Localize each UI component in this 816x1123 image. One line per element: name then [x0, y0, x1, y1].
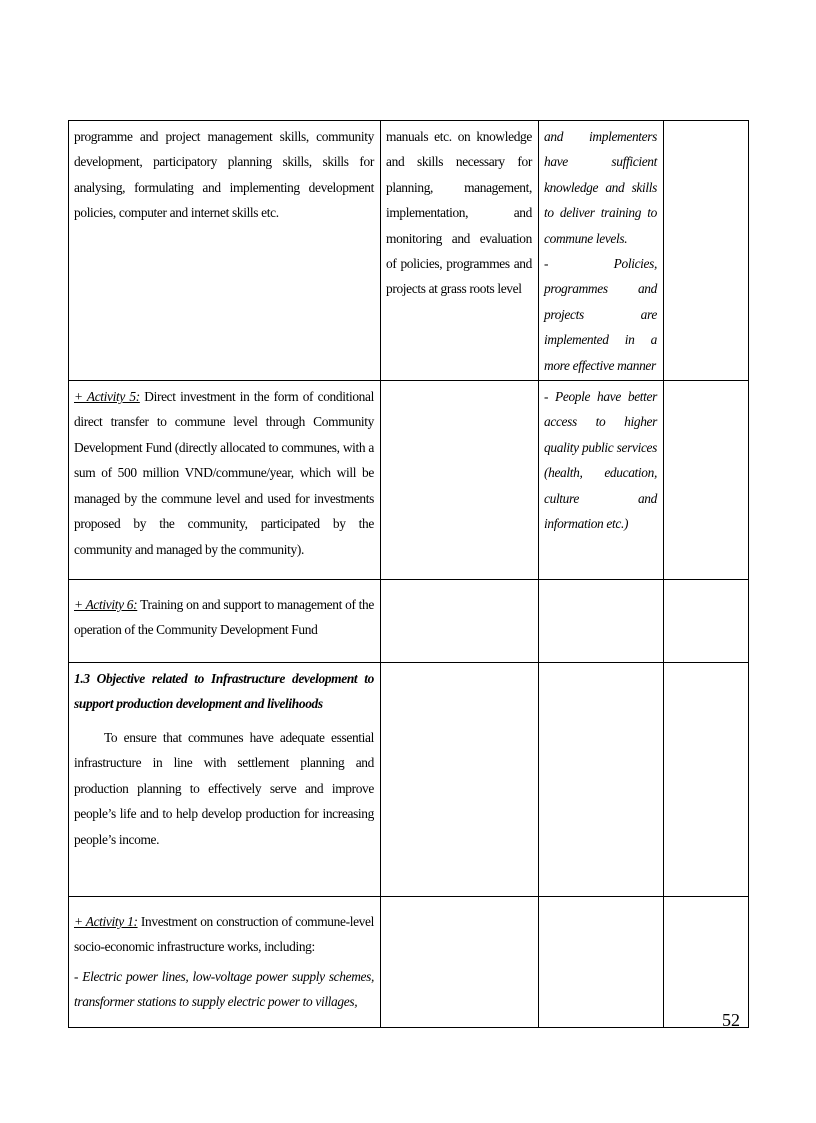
- cell-text: programme and project management skills, community development, participatory planning skills, skills for analysing, formulating and implementing development policies, computer and internet skills etc.: [74, 129, 374, 221]
- cell-text: - Policies, programmes and projects are implemented in a more effective manner: [544, 256, 657, 373]
- cell-text: To ensure that communes have adequate essential infrastructure in line with settlement planning and production planning to effectively serve and improve people’s life and to help develop production for increasing people’s income.: [74, 729, 374, 847]
- table-cell: [664, 381, 749, 580]
- table-row: [69, 381, 749, 580]
- table-cell: [381, 580, 539, 663]
- table-cell: [69, 121, 381, 381]
- cell-text: and implementers have sufficient knowledge and skills to deliver training to commune levels.: [544, 129, 657, 246]
- activities-table: [68, 120, 749, 1028]
- table-cell: [539, 897, 664, 1028]
- activity-label: + Activity 1:: [74, 914, 138, 930]
- table-cell: [69, 663, 381, 897]
- table-cell: [69, 381, 381, 580]
- table-cell: [381, 663, 539, 897]
- table-cell: [664, 121, 749, 381]
- bullet-text: - Electric power lines, low-voltage power supply schemes, transformer stations to supply electric power to villages,: [74, 968, 374, 1010]
- table-cell: [539, 663, 664, 897]
- table-cell: [69, 580, 381, 663]
- activity-label: + Activity 5:: [74, 389, 140, 405]
- table-cell: [539, 580, 664, 663]
- table-row: [69, 897, 749, 1028]
- table-cell: [664, 663, 749, 897]
- table-row: [69, 663, 749, 897]
- table-cell: [539, 121, 664, 381]
- cell-text: Direct investment in the form of conditional direct transfer to commune level through Community Development Fund (directly allocated to communes, with a sum of 500 million VND/commune/year, which will be managed by the commune level and used for investments proposed by the community, participated by the community and managed by the community).: [74, 389, 374, 557]
- table-row: [69, 580, 749, 663]
- table-cell: [381, 897, 539, 1028]
- cell-text: Training on and support to management of the operation of the Community Development Fund: [74, 597, 374, 638]
- activity-label: + Activity 6:: [74, 597, 138, 613]
- table-cell: [539, 381, 664, 580]
- cell-text: manuals etc. on knowledge and skills necessary for planning, management, implementation, and monitoring and evaluation of policies, programmes and projects at grass roots level: [386, 129, 532, 297]
- table-cell: [381, 381, 539, 580]
- page-number: 52: [722, 1010, 740, 1030]
- table-cell: [381, 121, 539, 381]
- table-cell: [69, 897, 381, 1028]
- table-row: [69, 121, 749, 381]
- section-heading: 1.3 Objective related to Infrastructure development to support production development and livelihoods: [74, 671, 374, 712]
- table-cell: [664, 580, 749, 663]
- table-cell: [664, 897, 749, 1028]
- cell-text: Investment on construction of commune-level socio-economic infrastructure works, including:: [74, 914, 374, 955]
- cell-text: - People have better access to higher quality public services (health, education, culture and information etc.): [544, 389, 657, 532]
